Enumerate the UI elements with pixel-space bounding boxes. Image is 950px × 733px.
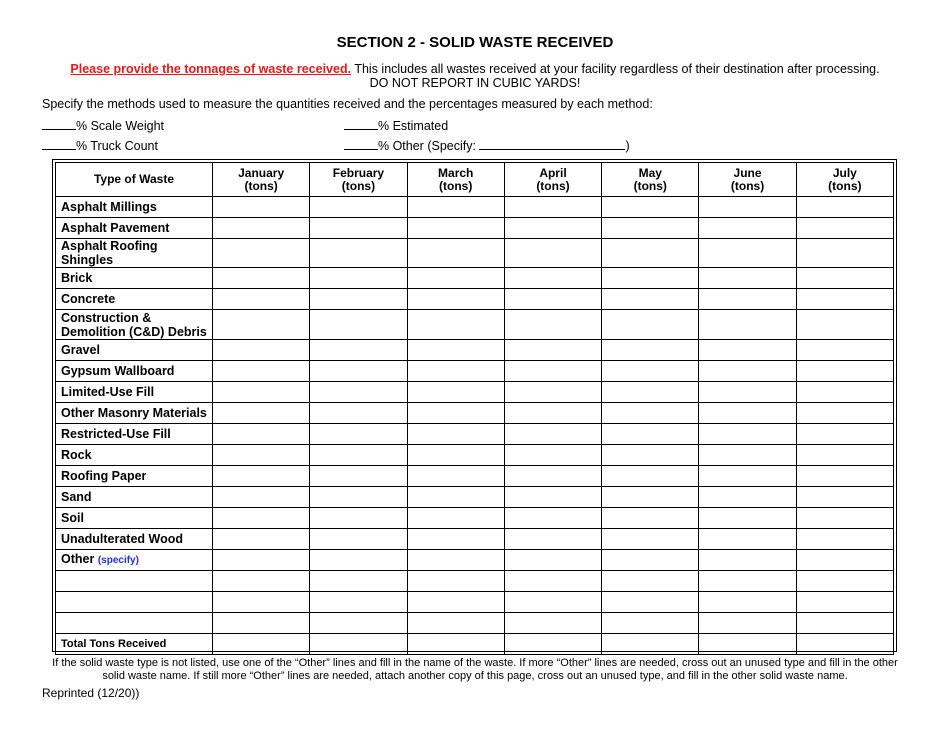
february-label: February	[332, 165, 385, 180]
tonnage-cell[interactable]	[699, 466, 796, 487]
table-row	[56, 613, 894, 634]
waste-type-label: Asphalt Roofing Shingles	[56, 239, 213, 268]
march-header	[407, 163, 504, 197]
tonnage-cell[interactable]	[310, 289, 407, 310]
tonnage-cell[interactable]	[310, 571, 407, 592]
tonnage-cell[interactable]	[699, 592, 796, 613]
tonnage-cell[interactable]	[504, 445, 601, 466]
tonnage-cell[interactable]	[602, 218, 699, 239]
table-body	[56, 197, 894, 655]
tonnage-cell[interactable]	[310, 487, 407, 508]
tonnage-cell[interactable]	[796, 218, 893, 239]
truck-count-method	[42, 138, 158, 153]
tonnage-cell[interactable]	[213, 403, 310, 424]
waste-type-label: Gypsum Wallboard	[56, 361, 213, 382]
tonnage-cell[interactable]	[407, 529, 504, 550]
table-row	[56, 424, 894, 445]
waste-type-label: Asphalt Millings	[56, 197, 213, 218]
tonnage-cell[interactable]	[310, 382, 407, 403]
instruction-line-1	[0, 62, 950, 76]
tonnage-cell[interactable]	[407, 466, 504, 487]
tonnage-cell[interactable]	[796, 403, 893, 424]
tonnage-cell[interactable]	[602, 466, 699, 487]
march-label: March	[438, 165, 474, 180]
table-row	[56, 445, 894, 466]
tonnage-cell[interactable]	[407, 361, 504, 382]
table-row	[56, 197, 894, 218]
table-row	[56, 361, 894, 382]
tonnage-cell[interactable]	[602, 487, 699, 508]
tonnage-cell[interactable]	[310, 361, 407, 382]
tonnage-cell[interactable]	[504, 508, 601, 529]
tonnage-cell[interactable]	[796, 529, 893, 550]
truck-count-blank[interactable]	[42, 138, 76, 150]
tonnage-cell[interactable]	[699, 487, 796, 508]
tonnage-cell[interactable]	[310, 239, 407, 268]
waste-type-label: Limited-Use Fill	[56, 382, 213, 403]
other-waste-label	[56, 550, 213, 571]
tonnage-cell[interactable]	[796, 508, 893, 529]
tonnage-cell[interactable]	[407, 403, 504, 424]
tonnage-cell[interactable]	[504, 218, 601, 239]
tonnage-cell[interactable]	[504, 571, 601, 592]
tonnage-cell[interactable]	[504, 268, 601, 289]
tonnage-cell[interactable]	[602, 445, 699, 466]
total-cell[interactable]	[699, 634, 796, 655]
tonnage-cell[interactable]	[310, 197, 407, 218]
tonnage-cell[interactable]	[602, 403, 699, 424]
other-lines-footnote: If the solid waste type is not listed, use one of the “Other” lines and fill in the name of the waste. If more “Other” lines are needed, cross out an unused type and fill in the other solid waste name. If still more “Other” lines are needed, attach another copy of this page, cross out an unused type, and fill in the other solid waste name.	[52, 657, 898, 682]
tonnage-cell[interactable]	[699, 550, 796, 571]
july-header	[796, 163, 893, 197]
tonnage-cell[interactable]	[699, 239, 796, 268]
tonnage-cell[interactable]	[796, 382, 893, 403]
tonnage-cell[interactable]	[213, 487, 310, 508]
total-cell[interactable]	[796, 634, 893, 655]
tonnage-cell[interactable]	[796, 550, 893, 571]
other-specify-blank[interactable]	[479, 138, 625, 150]
tonnage-cell[interactable]	[796, 571, 893, 592]
april-label: April	[539, 165, 567, 180]
tonnage-cell[interactable]	[602, 268, 699, 289]
waste-type-label: Gravel	[56, 340, 213, 361]
tonnage-cell[interactable]	[796, 289, 893, 310]
tonnage-cell[interactable]	[310, 550, 407, 571]
tonnage-cell[interactable]	[310, 529, 407, 550]
tonnage-cell[interactable]	[407, 550, 504, 571]
tonnage-cell[interactable]	[213, 382, 310, 403]
tonnage-cell[interactable]	[504, 340, 601, 361]
tonnage-cell[interactable]	[699, 529, 796, 550]
tonnage-cell[interactable]	[504, 466, 601, 487]
tonnage-cell[interactable]	[213, 218, 310, 239]
may-header	[602, 163, 699, 197]
tonnage-cell[interactable]	[504, 382, 601, 403]
tonnage-cell[interactable]	[602, 571, 699, 592]
may-unit: (tons)	[633, 178, 667, 193]
other-label: Other	[61, 552, 95, 566]
waste-type-label: Unadulterated Wood	[56, 529, 213, 550]
tonnage-cell[interactable]	[602, 310, 699, 340]
scale-weight-method	[42, 118, 164, 133]
tonnage-cell[interactable]	[407, 310, 504, 340]
tonnage-cell[interactable]	[602, 361, 699, 382]
tonnage-cell[interactable]	[796, 268, 893, 289]
estimated-label: % Estimated	[378, 119, 449, 133]
january-header	[213, 163, 310, 197]
table-row	[56, 571, 894, 592]
tonnage-cell[interactable]	[602, 239, 699, 268]
july-label: July	[832, 165, 857, 180]
tonnage-cell[interactable]	[407, 424, 504, 445]
tonnage-cell[interactable]	[213, 424, 310, 445]
tonnage-cell[interactable]	[602, 508, 699, 529]
february-unit: (tons)	[341, 178, 376, 193]
total-cell[interactable]	[602, 634, 699, 655]
april-header	[504, 163, 601, 197]
total-cell[interactable]	[407, 634, 504, 655]
tonnage-cell[interactable]	[796, 340, 893, 361]
tonnage-cell[interactable]	[407, 445, 504, 466]
tonnage-cell[interactable]	[699, 197, 796, 218]
waste-table-frame	[52, 159, 897, 652]
tonnage-cell[interactable]	[213, 340, 310, 361]
tonnage-cell[interactable]	[407, 239, 504, 268]
tonnage-instruction: Please provide the tonnages of waste received.	[70, 62, 352, 76]
instruction-rest: This includes all wastes received at your facility regardless of their destination after processing.	[351, 62, 880, 76]
tonnage-cell[interactable]	[504, 550, 601, 571]
waste-type-label: Construction & Demolition (C&D) Debris	[56, 310, 213, 340]
tonnage-cell[interactable]	[796, 613, 893, 634]
tonnage-cell[interactable]	[407, 613, 504, 634]
tonnage-cell[interactable]	[310, 466, 407, 487]
tonnage-cell[interactable]	[699, 508, 796, 529]
table-row	[56, 289, 894, 310]
tonnage-cell[interactable]	[602, 197, 699, 218]
waste-type-label: Rock	[56, 445, 213, 466]
tonnage-cell[interactable]	[213, 592, 310, 613]
other-specify-label: (specify)	[97, 555, 139, 566]
tonnage-cell[interactable]	[602, 382, 699, 403]
tonnage-cell[interactable]	[796, 487, 893, 508]
table-row	[56, 239, 894, 268]
tonnage-cell[interactable]	[602, 340, 699, 361]
tonnage-cell[interactable]	[213, 613, 310, 634]
tonnage-cell[interactable]	[699, 571, 796, 592]
tonnage-cell[interactable]	[310, 268, 407, 289]
table-row	[56, 466, 894, 487]
table-row	[56, 592, 894, 613]
tonnage-cell[interactable]	[796, 466, 893, 487]
june-header	[699, 163, 796, 197]
february-header	[310, 163, 407, 197]
table-row	[56, 340, 894, 361]
tonnage-cell[interactable]	[310, 445, 407, 466]
table-header-row	[56, 163, 894, 197]
tonnage-cell[interactable]	[407, 268, 504, 289]
april-unit: (tons)	[536, 178, 570, 193]
table-row	[56, 403, 894, 424]
table-row	[56, 382, 894, 403]
tonnage-cell[interactable]	[407, 218, 504, 239]
reprint-date: Reprinted (12/20))	[42, 686, 140, 700]
cubic-yards-warning: DO NOT REPORT IN CUBIC YARDS!	[369, 76, 581, 90]
other-waste-name-cell[interactable]	[56, 613, 213, 634]
waste-type-label: Asphalt Pavement	[56, 218, 213, 239]
total-cell[interactable]	[213, 634, 310, 655]
tonnage-cell[interactable]	[213, 445, 310, 466]
tonnage-cell[interactable]	[213, 529, 310, 550]
tonnage-cell[interactable]	[796, 424, 893, 445]
other-method	[344, 138, 630, 153]
waste-received-table	[55, 162, 894, 655]
tonnage-cell[interactable]	[504, 592, 601, 613]
tonnage-cell[interactable]	[213, 289, 310, 310]
waste-type-label: Other Masonry Materials	[56, 403, 213, 424]
tonnage-cell[interactable]	[310, 508, 407, 529]
measurement-methods-instruction: Specify the methods used to measure the quantities received and the percentages measured by each method:	[42, 97, 653, 111]
june-unit: (tons)	[730, 178, 765, 193]
tonnage-cell[interactable]	[699, 289, 796, 310]
tonnage-cell[interactable]	[699, 403, 796, 424]
tonnage-cell[interactable]	[310, 310, 407, 340]
tonnage-cell[interactable]	[504, 361, 601, 382]
tonnage-cell[interactable]	[504, 403, 601, 424]
tonnage-cell[interactable]	[213, 508, 310, 529]
waste-type-label: Sand	[56, 487, 213, 508]
tonnage-cell[interactable]	[407, 289, 504, 310]
tonnage-cell[interactable]	[699, 424, 796, 445]
january-label: January	[238, 165, 285, 180]
tonnage-cell[interactable]	[407, 508, 504, 529]
table-row	[56, 487, 894, 508]
tonnage-cell[interactable]	[310, 592, 407, 613]
tonnage-cell[interactable]	[796, 197, 893, 218]
waste-type-label: Brick	[56, 268, 213, 289]
scale-weight-label: % Scale Weight	[76, 119, 165, 133]
tonnage-cell[interactable]	[407, 487, 504, 508]
estimated-method	[344, 118, 448, 133]
section-title: SECTION 2 - SOLID WASTE RECEIVED	[336, 34, 614, 51]
waste-type-label: Restricted-Use Fill	[56, 424, 213, 445]
tonnage-cell[interactable]	[602, 592, 699, 613]
table-row	[56, 550, 894, 571]
other-waste-name-cell[interactable]	[56, 592, 213, 613]
tonnage-cell[interactable]	[310, 403, 407, 424]
table-row	[56, 529, 894, 550]
table-row	[56, 268, 894, 289]
waste-type-label: Soil	[56, 508, 213, 529]
other-percent-blank[interactable]	[344, 138, 378, 150]
tonnage-cell[interactable]	[699, 340, 796, 361]
scale-weight-blank[interactable]	[42, 118, 76, 130]
tonnage-cell[interactable]	[602, 529, 699, 550]
total-cell[interactable]	[504, 634, 601, 655]
tonnage-cell[interactable]	[504, 487, 601, 508]
other-waste-name-cell[interactable]	[56, 571, 213, 592]
total-tons-label: Total Tons Received	[56, 634, 213, 655]
tonnage-cell[interactable]	[407, 197, 504, 218]
tonnage-cell[interactable]	[796, 592, 893, 613]
tonnage-cell[interactable]	[602, 289, 699, 310]
march-unit: (tons)	[439, 178, 473, 193]
tonnage-cell[interactable]	[699, 361, 796, 382]
tonnage-cell[interactable]	[407, 382, 504, 403]
tonnage-cell[interactable]	[602, 424, 699, 445]
tonnage-cell[interactable]	[310, 218, 407, 239]
table-row	[56, 508, 894, 529]
waste-type-label: Concrete	[56, 289, 213, 310]
tonnage-cell[interactable]	[699, 382, 796, 403]
tonnage-cell[interactable]	[699, 310, 796, 340]
tonnage-cell[interactable]	[602, 613, 699, 634]
tonnage-cell[interactable]	[504, 529, 601, 550]
tonnage-cell[interactable]	[310, 340, 407, 361]
tonnage-cell[interactable]	[213, 310, 310, 340]
table-row	[56, 218, 894, 239]
tonnage-cell[interactable]	[213, 239, 310, 268]
tonnage-cell[interactable]	[796, 239, 893, 268]
tonnage-cell[interactable]	[213, 550, 310, 571]
tonnage-cell[interactable]	[699, 613, 796, 634]
tonnage-cell[interactable]	[213, 268, 310, 289]
tonnage-cell[interactable]	[213, 571, 310, 592]
tonnage-cell[interactable]	[310, 424, 407, 445]
tonnage-cell[interactable]	[504, 613, 601, 634]
tonnage-cell[interactable]	[504, 289, 601, 310]
june-label: June	[733, 165, 762, 180]
tonnage-cell[interactable]	[699, 445, 796, 466]
tonnage-cell[interactable]	[504, 310, 601, 340]
truck-count-label: % Truck Count	[76, 139, 158, 153]
tonnage-cell[interactable]	[407, 340, 504, 361]
tonnage-cell[interactable]	[602, 550, 699, 571]
total-row	[56, 634, 894, 655]
may-label: May	[638, 165, 662, 180]
tonnage-cell[interactable]	[796, 310, 893, 340]
estimated-blank[interactable]	[344, 118, 378, 130]
other-method-label: % Other (Specify:	[378, 139, 480, 153]
table-row	[56, 310, 894, 340]
january-unit: (tons)	[244, 178, 278, 193]
tonnage-cell[interactable]	[213, 361, 310, 382]
waste-type-label: Roofing Paper	[56, 466, 213, 487]
tonnage-cell[interactable]	[213, 197, 310, 218]
tonnage-cell[interactable]	[699, 218, 796, 239]
tonnage-cell[interactable]	[213, 466, 310, 487]
july-unit: (tons)	[828, 178, 862, 193]
other-method-close: )	[625, 139, 630, 153]
tonnage-cell[interactable]	[796, 445, 893, 466]
total-cell[interactable]	[310, 634, 407, 655]
tonnage-cell[interactable]	[699, 268, 796, 289]
tonnage-cell[interactable]	[504, 197, 601, 218]
tonnage-cell[interactable]	[407, 592, 504, 613]
tonnage-cell[interactable]	[407, 571, 504, 592]
tonnage-cell[interactable]	[504, 424, 601, 445]
type-of-waste-header: Type of Waste	[56, 163, 213, 197]
tonnage-cell[interactable]	[504, 239, 601, 268]
tonnage-cell[interactable]	[796, 361, 893, 382]
tonnage-cell[interactable]	[310, 613, 407, 634]
